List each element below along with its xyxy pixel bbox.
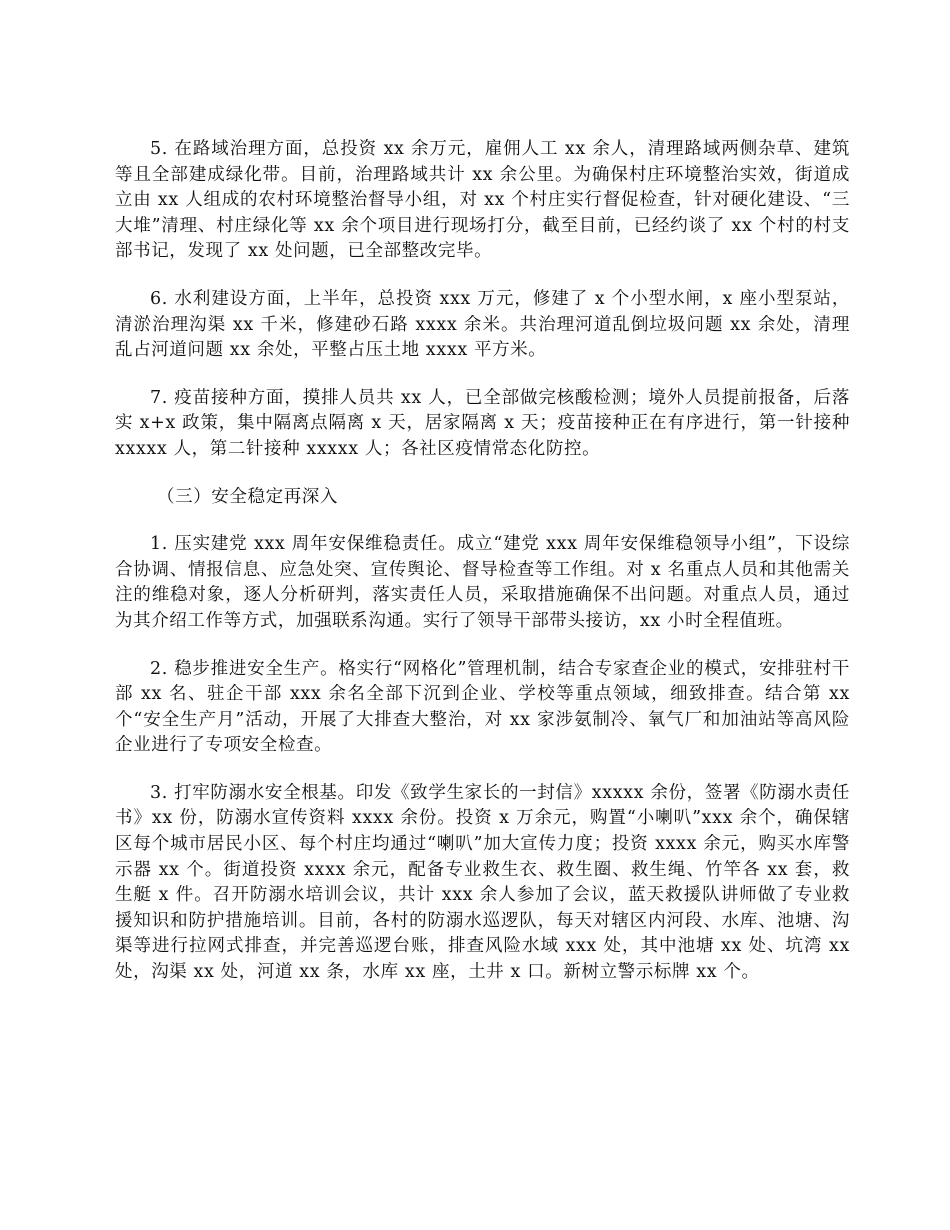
paragraph-water-conservancy: 6. 水利建设方面，上半年，总投资 xxx 万元，修建了 x 个小型水闸，x 座小型泵站，清淤治理沟渠 xx 千米，修建砂石路 xxxx 余米。共治理河道乱倒垃圾问题 xx 余处，清理乱占河道问题 xx 余处，平整占压土地 xxxx 平方米。 xyxy=(115,288,850,361)
paragraph-drowning-prevention: 3. 打牢防溺水安全根基。印发《致学生家长的一封信》xxxxx 余份，签署《防溺水责任书》xx 份，防溺水宣传资料 xxxx 余份。投资 x 万余元，购置“小喇叭”xxx 余个，确保辖区每个城市居民小区、每个村庄均通过“喇叭”加大宣传力度；投资 xxxx 余元，购买水库警示器 xx 个。街道投资 xxxx 余元，配备专业救生衣、救生圈、救生绳、竹竿各 xx 套，救生艇 x 件。召开防溺水培训会议，共计 xxx 余人参加了会议，蓝天救援队讲师做了专业救援知识和防护措施培训。目前，各村的防溺水巡逻队，每天对辖区内河段、水库、池塘、沟渠等进行拉网式排查，并完善巡逻台账，排查风险水域 xxx 处，其中池塘 xx 处、坑湾 xx 处，沟渠 xx 处，河道 xx 条，水库 xx 座，土井 x 口。新树立警示标牌 xx 个。 xyxy=(115,782,850,983)
paragraph-security-responsibility: 1. 压实建党 xxx 周年安保维稳责任。成立“建党 xxx 周年安保维稳领导小组”，下设综合协调、情报信息、应急处突、宣传舆论、督导检查等工作组。对 x 名重点人员和其他需关注的维稳对象，逐人分析研判，落实责任人员，采取措施确保不出问题。对重点人员，通过为其介绍工作等方式，加强联系沟通。实行了领导干部带头接访，xx 小时全程值班。 xyxy=(115,534,850,631)
section-heading-safety: （三）安全稳定再深入 xyxy=(157,486,338,507)
document-body xyxy=(115,137,850,1008)
paragraph-vaccination: 7. 疫苗接种方面，摸排人员共 xx 人，已全部做完核酸检测；境外人员提前报备，后落实 x+x 政策，集中隔离点隔离 x 天，居家隔离 x 天；疫苗接种正在有序进行，第一针接种 xxxxx 人，第二针接种 xxxxx 人；各社区疫情常态化防控。 xyxy=(115,387,850,459)
paragraph-production-safety: 2. 稳步推进安全生产。格实行“网格化”管理机制，结合专家查企业的模式，安排驻村干部 xx 名、驻企干部 xxx 余名全部下沉到企业、学校等重点领域，细致排查。结合第 xx 个“安全生产月”活动，开展了大排查大整治，对 xx 家涉氨制冷、氧气厂和加油站等高风险企业进行了专项安全检查。 xyxy=(115,658,850,756)
paragraph-road-governance: 5. 在路域治理方面，总投资 xx 余万元，雇佣人工 xx 余人，清理路域两侧杂草、建筑等且全部建成绿化带。目前，治理路域共计 xx 余公里。为确保村庄环境整治实效，街道成立由 xx 人组成的农村环境整治督导小组，对 xx 个村庄实行督促检查，针对硬化建设、“三大堆”清理、村庄绿化等 xx 余个项目进行现场打分，截至目前，已经约谈了 xx 个村的村支部书记，发现了 xx 处问题，已全部整改完毕。 xyxy=(115,139,850,262)
